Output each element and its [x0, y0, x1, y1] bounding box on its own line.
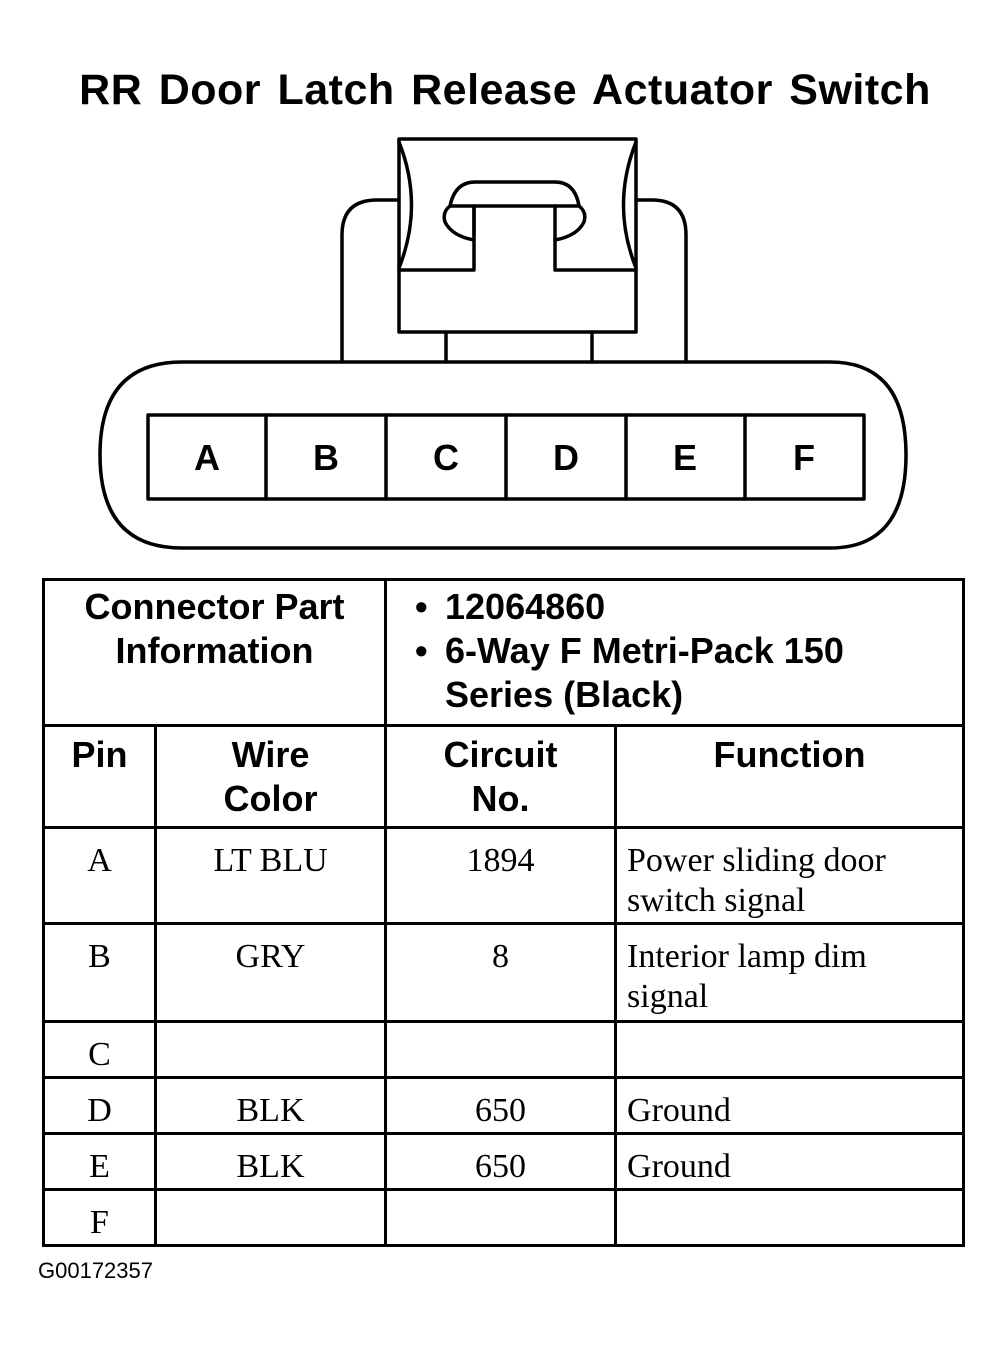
connector-info-table [42, 578, 965, 1247]
cell-circuit: 650 [386, 1134, 616, 1190]
cell-pin: A [44, 828, 156, 924]
pin-label-a: A [194, 437, 220, 478]
connector-drawing [0, 0, 1002, 570]
cell-function: Power sliding door switch signal [616, 828, 964, 924]
cell-wire-color: BLK [156, 1078, 386, 1134]
cell-circuit: 8 [386, 924, 616, 1022]
pin-label-d: D [553, 437, 579, 478]
latch-housing [342, 200, 399, 362]
cell-function [616, 1190, 964, 1246]
header-pin: Pin [44, 726, 156, 828]
cell-circuit: 1894 [386, 828, 616, 924]
cell-function: Ground [616, 1134, 964, 1190]
latch-slot [444, 206, 585, 240]
cell-wire-color: LT BLU [156, 828, 386, 924]
pin-label-e: E [672, 437, 698, 478]
cell-circuit [386, 1190, 616, 1246]
cell-wire-color [156, 1190, 386, 1246]
connector-body [100, 362, 906, 548]
figure-code: G00172357 [38, 1258, 153, 1283]
header-circuit-no: Circuit No. [386, 726, 616, 828]
header-row [44, 726, 964, 828]
cell-pin: F [44, 1190, 156, 1246]
header-function: Function [616, 726, 964, 828]
part-number: 12064860 [445, 586, 606, 627]
table-row [44, 1134, 964, 1190]
cell-pin: B [44, 924, 156, 1022]
cell-pin: D [44, 1078, 156, 1134]
part-info-row [44, 580, 964, 726]
pin-label-b: B [313, 437, 339, 478]
table-row [44, 924, 964, 1022]
cell-wire-color: GRY [156, 924, 386, 1022]
latch-block [399, 139, 636, 332]
part-description: 6-Way F Metri-Pack 150 [445, 630, 844, 671]
table-row [44, 1022, 964, 1078]
part-info-values [386, 580, 964, 726]
bullet-icon: • [415, 630, 428, 671]
cell-function [616, 1022, 964, 1078]
table-row [44, 1078, 964, 1134]
cell-pin: C [44, 1022, 156, 1078]
part-info-label: Connector Part Information [44, 580, 386, 726]
table-row [44, 1190, 964, 1246]
bullet-icon: • [415, 586, 428, 627]
cell-pin: E [44, 1134, 156, 1190]
part-description-cont: Series (Black) [445, 674, 684, 715]
table-row [44, 828, 964, 924]
pin-label-f: F [793, 437, 815, 478]
diagram-title: RR Door Latch Release Actuator Switch [79, 66, 931, 114]
cell-wire-color: BLK [156, 1134, 386, 1190]
cell-circuit: 650 [386, 1078, 616, 1134]
cell-function: Interior lamp dim signal [616, 924, 964, 1022]
pin-label-c: C [433, 437, 459, 478]
header-wire-color: Wire Color [156, 726, 386, 828]
cell-circuit [386, 1022, 616, 1078]
cell-function: Ground [616, 1078, 964, 1134]
cell-wire-color [156, 1022, 386, 1078]
